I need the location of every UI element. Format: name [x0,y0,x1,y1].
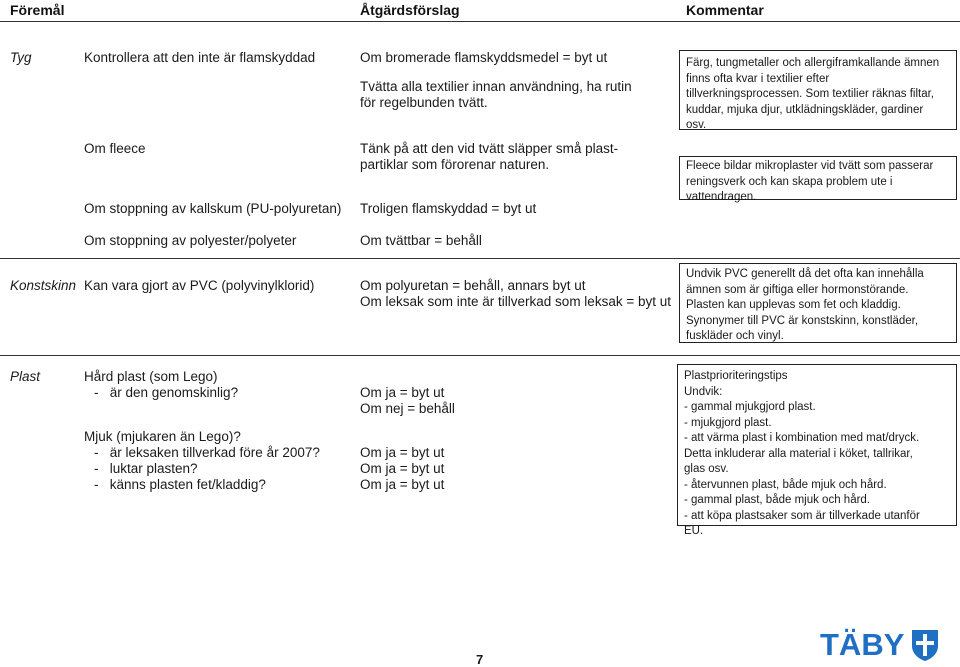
comment-line: Undvik PVC generellt då det ofta kan innehålla [686,268,924,280]
section-divider [0,355,960,356]
tyg-check: Kontrollera att den inte är flamskyddad [84,50,316,65]
column-header-comment: Kommentar [686,2,764,18]
comment-line: - återvunnen plast, både mjuk och hård. [684,478,887,491]
category-plast: Plast [10,369,41,384]
comment-line: fuskläder och vinyl. [686,330,784,342]
plast-soft-question: - luktar plasten? [94,461,198,476]
plast-hard-question: - är den genomskinlig? [94,385,239,400]
tyg-action-wash-line1: Tvätta alla textilier innan användning, ha rutin [360,79,632,94]
plast-soft [84,429,320,493]
comment-line: glas osv. [684,463,729,475]
tyg-polyester: Om stoppning av polyester/polyeter [84,233,297,248]
comment-line: Undvik: [684,385,723,398]
konstskinn-check: Kan vara gjort av PVC (polyvinylklorid) [84,278,315,293]
tyg-fleece-action-line2: partiklar som förorenar naturen. [360,157,550,172]
comment-line: reningsverk och kan skapa problem ute i [686,175,893,188]
comment-line: Plastprioriteringstips [684,370,788,382]
plast-hard-heading: Hård plast (som Lego) [84,369,218,384]
comment-line: Detta inkluderar alla material i köket, tallrikar, [684,447,913,460]
column-header-action: Åtgärdsförslag [360,2,460,18]
plast-soft-heading: Mjuk (mjukaren än Lego)? [84,429,241,444]
plast-soft-answer: Om ja = byt ut [360,477,445,492]
plast-hard-answer-yes: Om ja = byt ut [360,385,445,400]
comment-line: Fleece bildar mikroplaster vid tvätt som passerar [686,160,934,172]
page-number: 7 [476,652,484,667]
comment-line: - att köpa plastsaker som är tillverkade utanför [684,509,920,522]
tyg-action-wash-line2: för regelbunden tvätt. [360,95,488,110]
comment-line: - gammal plast, både mjuk och hård. [684,494,871,506]
tyg-comment-box [679,50,957,130]
konstskinn-comment-box [679,263,957,343]
comment-line: Färg, tungmetaller och allergiframkallande ämnen [686,57,940,69]
comment-line: - att värma plast i kombination med mat/dryck. [684,432,920,444]
plast-soft-answer: Om ja = byt ut [360,445,445,460]
plast-hard [84,369,238,401]
tyg-fleece-action-line1: Tänk på att den vid tvätt släpper små plast- [360,141,619,156]
tyg-kallskum: Om stoppning av kallskum (PU-polyuretan) [84,201,342,216]
fleece-comment-box [679,156,957,203]
comment-line: EU. [684,525,704,537]
tyg-polyester-action: Om tvättbar = behåll [360,233,482,248]
plast-hard-answers [360,385,455,417]
comment-line: vattendragen. [686,191,757,203]
comment-line: kuddar, mjuka djur, utklädningskläder, gardiner [686,103,924,116]
plast-soft-answer: Om ja = byt ut [360,461,445,476]
comment-line: Synonymer till PVC är konstskinn, konstläder, [686,314,919,327]
tyg-action-bromerade: Om bromerade flamskyddsmedel = byt ut [360,50,608,65]
comment-line: Plasten kan upplevas som fet och kladdig. [686,299,901,311]
tyg-action-wash [360,79,632,111]
comment-line: tillverkningsprocessen. Som textilier räknas filtar, [686,88,934,100]
section-divider [0,258,960,259]
comment-line: osv. [686,119,707,131]
comment-line: - mjukgjord plast. [684,416,772,429]
taby-logo [820,628,940,662]
category-konstskinn: Konstskinn [10,278,77,293]
plast-soft-question: - känns plasten fet/kladdig? [94,477,266,492]
plast-hard-answer-no: Om nej = behåll [360,401,455,416]
tyg-kallskum-action: Troligen flamskyddad = byt ut [360,201,537,216]
shield-icon [910,628,940,662]
plast-comment-box [677,364,957,537]
tyg-fleece: Om fleece [84,141,146,156]
header-divider [0,21,960,22]
taby-logo-text: TÄBY [820,627,905,662]
column-header-item: Föremål [10,2,65,18]
konstskinn-action-pu: Om polyuretan = behåll, annars byt ut [360,278,586,293]
plast-soft-question: - är leksaken tillverkad före år 2007? [94,445,320,460]
category-tyg: Tyg [10,50,32,65]
tyg-fleece-action [360,141,618,173]
comment-line: - gammal mjukgjord plast. [684,401,816,413]
konstskinn-action-toy: Om leksak som inte är tillverkad som leksak = byt ut [360,294,671,309]
comment-line: finns ofta kvar i textilier efter [686,72,830,85]
plast-soft-answers [360,445,444,493]
comment-line: ämnen som är giftiga eller hormonstörande. [686,283,909,296]
